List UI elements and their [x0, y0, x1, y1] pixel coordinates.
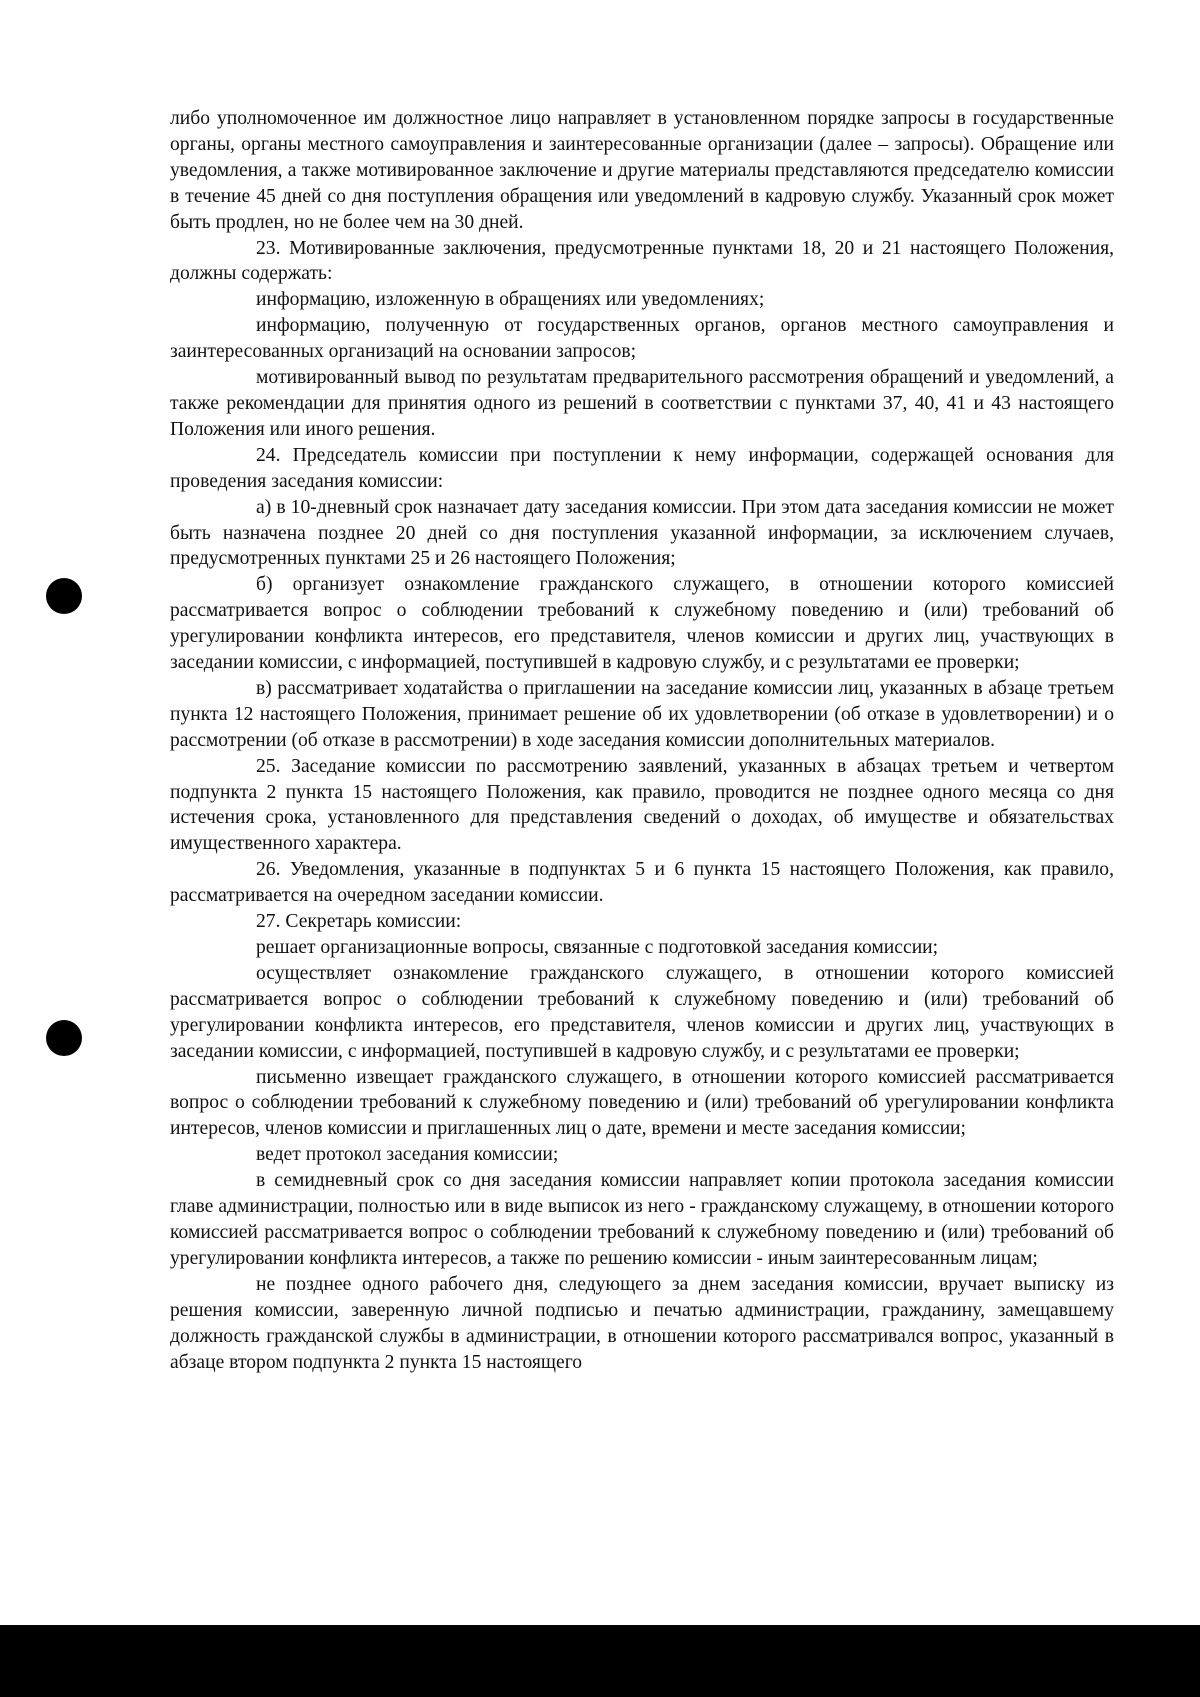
paragraph: решает организационные вопросы, связанные с подготовкой заседания комиссии;	[256, 937, 939, 958]
paragraph-item-24: 24. Председатель комиссии при поступлении к нему информации, содержащей основания для проведения заседания комиссии:	[170, 444, 1114, 492]
paragraph: в семидневный срок со дня заседания комиссии направляет копии протокола заседания комиссии главе администрации, полностью или в виде выписок из него - гражданскому служащему, в отношении которого комиссией рассматривается вопрос о соблюдении требований к служебному поведению и (или) требований об урегулировании конфликта интересов, а также по решению комиссии - иным заинтересованным лицам;	[170, 1170, 1114, 1269]
paragraph-item-23: 23. Мотивированные заключения, предусмотренные пунктами 18, 20 и 21 настоящего Положения, должны содержать:	[170, 237, 1114, 285]
paragraph: осуществляет ознакомление гражданского служащего, в отношении которого комиссией рассматривается вопрос о соблюдении требований к служебному поведению и (или) требований об урегулировании конфликта интересов, его представителя, членов комиссии и других лиц, участвующих в заседании комиссии, с информацией, поступившей в кадровую службу, и с результатами ее проверки;	[170, 962, 1114, 1062]
paragraph: либо уполномоченное им должностное лицо направляет в установленном порядке запросы в государственные органы, органы местного самоуправления и заинтересованные организации (далее – запросы). Обращение или уведомления, а также мотивированное заключение и другие материалы представляются председателю комиссии в течение 45 дней со дня поступления обращения или уведомлений в кадровую службу. Указанный срок может быть продлен, но не более чем на 30 дней.	[170, 108, 1114, 233]
paragraph-subitem-b: б) организует ознакомление гражданского служащего, в отношении которого комиссией рассматривается вопрос о соблюдении требований к служебному поведению и (или) требований об урегулировании конфликта интересов, его представителя, членов комиссии и других лиц, участвующих в заседании комиссии, с информацией, поступившей в кадровую службу, и с результатами ее проверки;	[170, 574, 1114, 674]
paragraph: ведет протокол заседания комиссии;	[256, 1144, 559, 1166]
paragraph: письменно извещает гражданского служащего, в отношении которого комиссией рассматривается вопрос о соблюдении требований к служебному поведению и (или) требований об урегулировании конфликта интересов, членов комиссии и приглашенных лиц о дате, времени и месте заседания комиссии;	[170, 1066, 1114, 1140]
punch-hole-mark	[46, 578, 82, 614]
paragraph-item-27: 27. Секретарь комиссии:	[256, 911, 462, 933]
paragraph: не позднее одного рабочего дня, следующего за днем заседания комиссии, вручает выписку из решения комиссии, заверенную личной подписью и печатью администрации, гражданину, замещавшему должность гражданской службы в администрации, в отношении которого рассматривался вопрос, указанный в абзаце втором подпункта 2 пункта 15 настоящего	[170, 1273, 1114, 1373]
paragraph-subitem-a: а) в 10-дневный срок назначает дату заседания комиссии. При этом дата заседания комиссии не может быть назначена позднее 20 дней со дня поступления указанной информации, за исключением случаев, предусмотренных пунктами 25 и 26 настоящего Положения;	[170, 496, 1114, 570]
document-body	[170, 106, 1114, 1375]
paragraph: информацию, изложенную в обращениях или уведомлениях;	[256, 289, 765, 311]
paragraph: мотивированный вывод по результатам предварительного рассмотрения обращений и уведомлений, а также рекомендации для принятия одного из решений в соответствии с пунктами 37, 40, 41 и 43 настоящего Положения или иного решения.	[170, 367, 1114, 440]
scan-border	[0, 1625, 1200, 1697]
paragraph-subitem-v: в) рассматривает ходатайства о приглашении на заседание комиссии лиц, указанных в абзаце третьем пункта 12 настоящего Положения, принимает решение об их удовлетворении (об отказе в удовлетворении) и о рассмотрении (об отказе в рассмотрении) в ходе заседания комиссии дополнительных материалов.	[170, 677, 1114, 751]
paragraph: информацию, полученную от государственных органов, органов местного самоуправления и заинтересованных организаций на основании запросов;	[170, 315, 1114, 363]
punch-hole-mark	[46, 1020, 82, 1056]
paragraph-item-26: 26. Уведомления, указанные в подпунктах 5 и 6 пункта 15 настоящего Положения, как правило, рассматривается на очередном заседании комиссии.	[170, 859, 1114, 907]
paragraph-item-25: 25. Заседание комиссии по рассмотрению заявлений, указанных в абзацах третьем и четвертом подпункта 2 пункта 15 настоящего Положения, как правило, проводится не позднее одного месяца со дня истечения срока, установленного для представления сведений о доходах, об имуществе и обязательствах имущественного характера.	[170, 755, 1114, 855]
